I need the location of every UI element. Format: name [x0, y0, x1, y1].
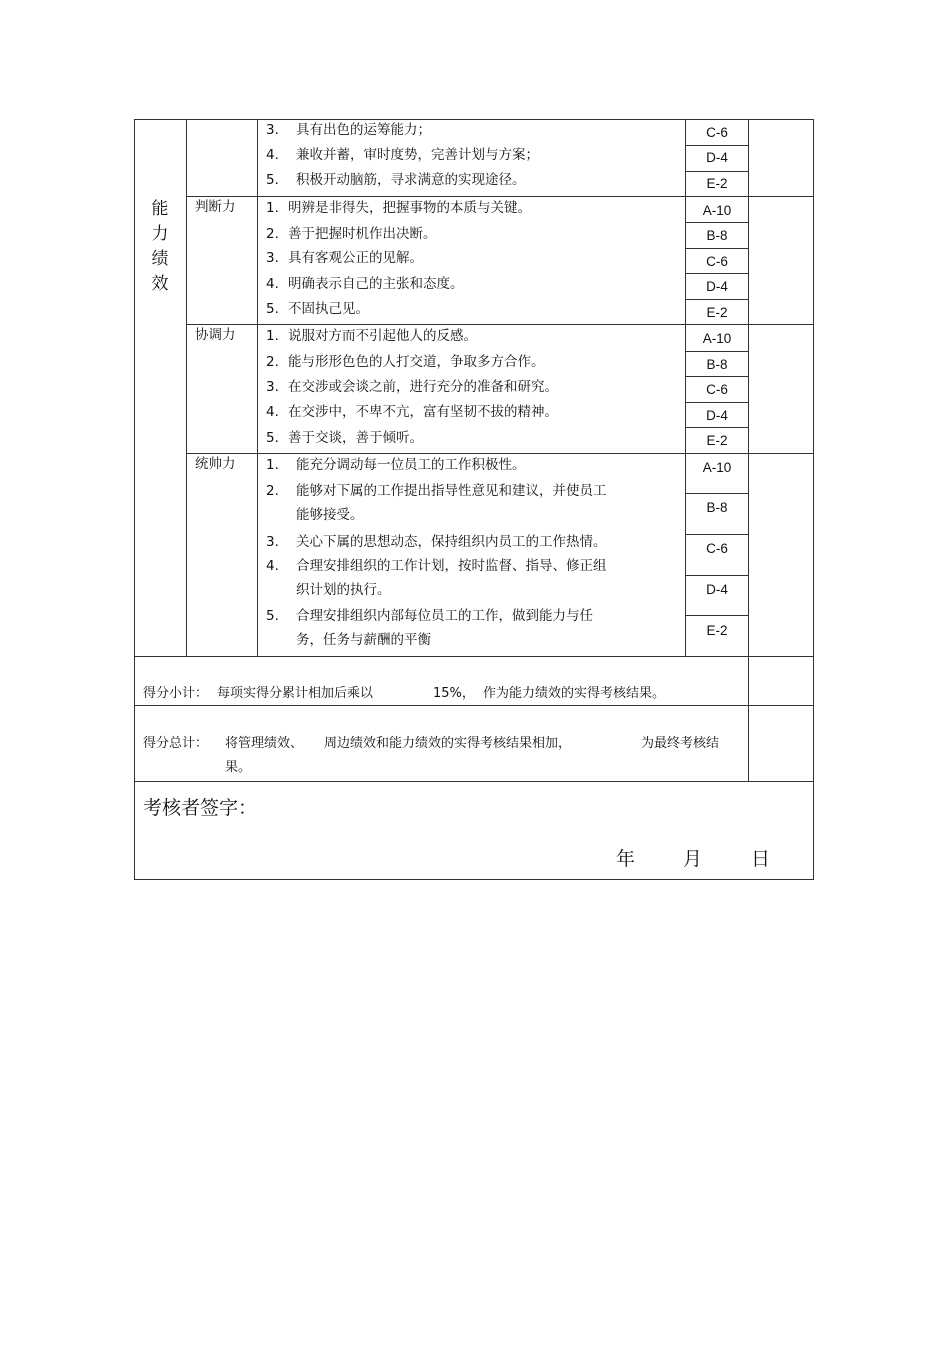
grade-cell: E-2 — [706, 433, 728, 448]
criterion-item: 3. 在交涉或会谈之前，进行充分的准备和研究。 — [266, 379, 558, 395]
criterion-item: 1. 明辨是非得失，把握事物的本质与关键。 — [266, 200, 531, 216]
criterion-item: 4. 在交涉中，不卑不亢，富有坚韧不拔的精神。 — [266, 404, 558, 420]
signature-label: 考核者签字： — [143, 797, 258, 819]
appraisal-table — [134, 119, 814, 880]
criterion-item: 3. 具有客观公正的见解。 — [266, 250, 423, 266]
grade-cell: D-4 — [706, 408, 728, 423]
criterion-item: 5. 不固执己见。 — [266, 301, 369, 317]
grade-cell: B-8 — [706, 228, 728, 243]
criterion-item: 1. 能充分调动每一位员工的工作积极性。 — [266, 457, 526, 473]
grade-cell: D-4 — [706, 582, 728, 597]
date-year: 年 — [616, 848, 636, 870]
grade-cell: A-10 — [702, 460, 732, 475]
criterion-item: 3. 具有出色的运筹能力； — [266, 122, 431, 138]
total-text-b: 周边绩效和能力绩效的实得考核结果相加， — [324, 736, 572, 751]
total-label: 得分总计： — [143, 736, 209, 751]
total-text-c: 为最终考核结 — [641, 736, 720, 751]
date-month: 月 — [683, 848, 703, 870]
grade-cell: E-2 — [706, 623, 728, 638]
subcategory-coordination: 协调力 — [195, 327, 236, 343]
criterion-item: 2. 善于把握时机作出决断。 — [266, 226, 437, 242]
criterion-item: 3. 关心下属的思想动态，保持组织内员工的工作热情。 — [266, 534, 607, 550]
subtotal-result-text: 作为能力绩效的实得考核结果。 — [483, 686, 666, 701]
criterion-item: 5. 善于交谈，善于倾听。 — [266, 430, 423, 446]
total-text-d: 果。 — [225, 760, 252, 775]
criterion-item: 2. 能与形形色色的人打交道，争取多方合作。 — [266, 354, 545, 370]
grade-cell: C-6 — [706, 382, 728, 397]
grade-cell: B-8 — [706, 357, 728, 372]
criterion-item: 4. 兼收并蓄，审时度势，完善计划与方案； — [266, 147, 539, 163]
date-day: 日 — [751, 848, 771, 870]
grade-cell: D-4 — [706, 150, 728, 165]
grade-cell: C-6 — [706, 254, 728, 269]
grade-cell: E-2 — [706, 176, 728, 191]
subtotal-label: 得分小计： — [143, 686, 209, 701]
criterion-item: 2. 能够对下属的工作提出指导性意见和建议，并使员工 能够接受。 — [266, 483, 607, 523]
grade-cell: A-10 — [702, 331, 732, 346]
subtotal-percent: 15%， — [433, 686, 475, 701]
grade-cell: D-4 — [706, 279, 728, 294]
grade-cell: E-2 — [706, 305, 728, 320]
grade-cell: B-8 — [706, 500, 728, 515]
criterion-item: 4. 明确表示自己的主张和态度。 — [266, 276, 464, 292]
total-text-a: 将管理绩效、 — [225, 736, 304, 751]
grade-cell: A-10 — [702, 203, 732, 218]
grade-cell: C-6 — [706, 125, 728, 140]
subcategory-judgment: 判断力 — [195, 199, 236, 215]
criterion-item: 1. 说服对方而不引起他人的反感。 — [266, 328, 477, 344]
criterion-item: 5. 合理安排组织内部每位员工的工作，做到能力与任 务，任务与薪酬的平衡 — [266, 608, 593, 648]
criterion-item: 5. 积极开动脑筋，寻求满意的实现途径。 — [266, 172, 526, 188]
subtotal-text: 每项实得分累计相加后乘以 — [217, 686, 374, 701]
criterion-item: 4. 合理安排组织的工作计划，按时监督、指导、修正组 织计划的执行。 — [266, 558, 607, 598]
grade-cell: C-6 — [706, 541, 728, 556]
subcategory-leadership: 统帅力 — [195, 456, 236, 472]
category-label: 能力绩效 — [151, 199, 169, 294]
